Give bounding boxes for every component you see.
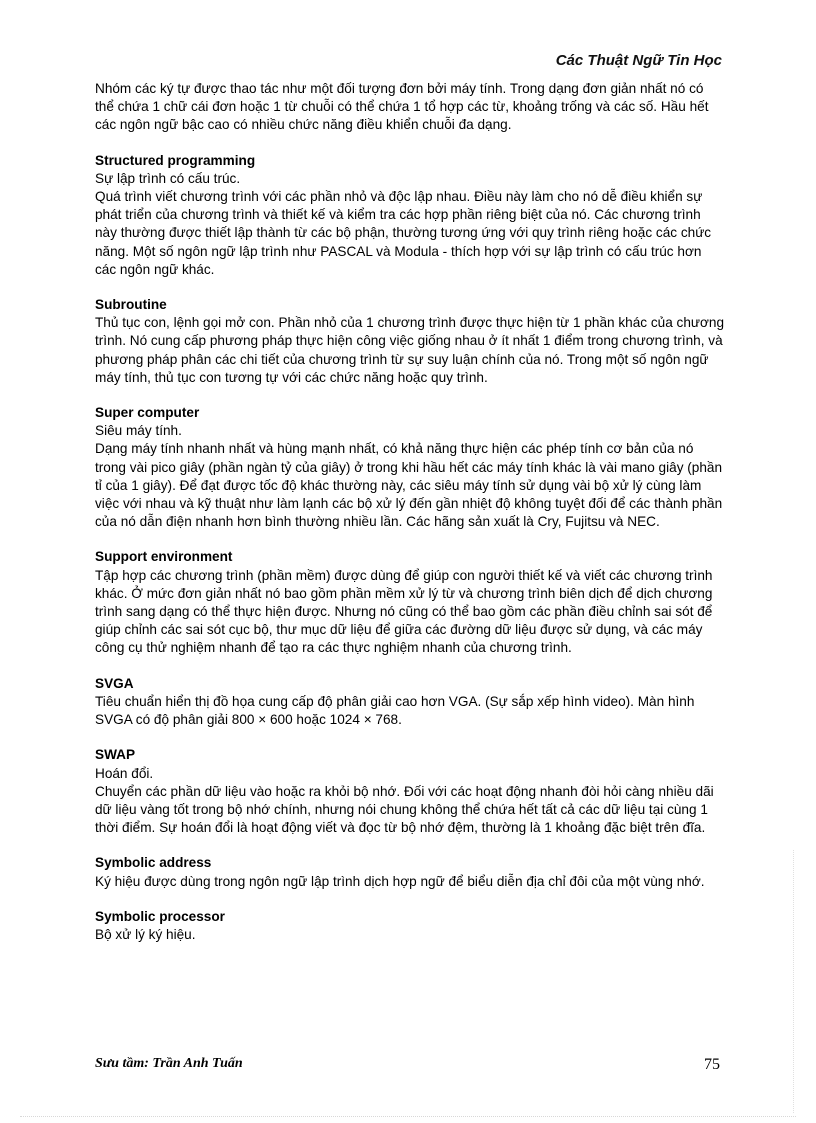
entry-term: Symbolic processor xyxy=(95,908,225,924)
dotted-border-bottom xyxy=(20,1116,796,1117)
footer-author: Sưu tầm: Trần Anh Tuấn xyxy=(95,1056,243,1071)
glossary-entry xyxy=(95,296,725,387)
dotted-border-right xyxy=(793,850,794,1113)
entry-term: SVGA xyxy=(95,675,134,691)
entry-term: SWAP xyxy=(95,747,136,763)
entry-term: Super computer xyxy=(95,405,200,421)
entry-translation: Hoán đổi. xyxy=(95,765,154,781)
entry-translation: Siêu máy tính. xyxy=(95,423,182,439)
page-header-title: Các Thuật Ngữ Tin Học xyxy=(555,52,722,69)
intro-paragraph: Nhóm các ký tự được thao tác như một đối tượng đơn bởi máy tính. Trong dạng đơn giản nhất nó có thể chứa 1 chữ cái đơn hoặc 1 từ chuỗi có thể chứa 1 tổ hợp các từ, khoảng trống và các số. Hầu hết các ngôn ngữ bậc cao có nhiều chức năng điều khiển chuỗi đa dạng. xyxy=(95,81,709,133)
glossary-entry xyxy=(95,404,725,531)
entry-term: Structured programming xyxy=(95,152,256,168)
entry-term: Support environment xyxy=(95,549,233,565)
glossary-content xyxy=(95,80,725,944)
entry-definition: Bộ xử lý ký hiệu. xyxy=(95,926,196,942)
glossary-entry xyxy=(95,746,725,837)
entry-definition: Chuyển các phần dữ liệu vào hoặc ra khỏi bộ nhớ. Đối với các hoạt động nhanh đòi hỏi càng nhiều dãi dữ liệu vàng tốt trong bộ nhớ chính, nhưng nói chung không thể chứa hết tất cả các dữ liệu tại cùng 1 thời điểm. Sự hoán đổi là hoạt động viết và đọc từ bộ nhớ đệm, thường là 1 khoảng đặc biệt trên đĩa. xyxy=(95,783,714,836)
entry-term: Symbolic address xyxy=(95,855,212,871)
entry-definition: Dạng máy tính nhanh nhất và hùng mạnh nhất, có khả năng thực hiện các phép tính cơ bản của nó trong vài pico giây (phần ngàn tỷ của giây) ở trong khi hầu hết các máy tính khác là vài mano giây (phần tỉ của 1 giây). Để đạt được tốc độ khác thường này, các siêu máy tính sử dụng vài bộ xử lý cùng làm việc với nhau và kỹ thuật như làm lạnh các bộ xử lý đến gần nhiệt độ không tuyệt đối để các thành phần của nó dẫn điện nhanh hơn bình thường nhiều lần. Các hãng sản xuất là Cry, Fujitsu và NEC. xyxy=(95,441,723,530)
glossary-entry xyxy=(95,908,725,944)
entry-definition: Ký hiệu được dùng trong ngôn ngữ lập trình dịch hợp ngữ để biểu diễn địa chỉ đôi của một vùng nhớ. xyxy=(95,873,705,889)
entry-definition: Tập hợp các chương trình (phần mềm) được dùng để giúp con người thiết kế và viết các chương trình khác. Ở mức đơn giản nhất nó bao gồm phần mềm xử lý từ và chương trình biên dịch để dịch chương trình sang dạng có thể thực hiện được. Nhưng nó cũng có thể bao gồm các phần điều chỉnh sai sót để giúp chỉnh các sai sót cục bộ, thư mục dữ liệu để giữa các đường dữ liệu được sử dụng, và các máy công cụ thử nghiệm nhanh để tạo ra các thực nghiệm nhanh của chương trình. xyxy=(95,567,713,656)
entry-translation: Sự lập trình có cấu trúc. xyxy=(95,170,241,186)
glossary-entry xyxy=(95,152,725,279)
entry-definition: Thủ tục con, lệnh gọi mở con. Phần nhỏ của 1 chương trình được thực hiện từ 1 phần khác của chương trình. Nó cung cấp phương pháp thực hiện công việc giống nhau ở ít nhất 1 điểm trong chương trình, và phương pháp phân các chi tiết của chương trình từ sự suy luận chính của nó. Trong một số ngôn ngữ máy tính, thủ tục con tương tự với các chức năng hoặc quy trình. xyxy=(95,315,725,385)
glossary-entry xyxy=(95,548,725,657)
page-number: 75 xyxy=(704,1056,720,1073)
glossary-entry xyxy=(95,675,725,730)
entry-definition: Quá trình viết chương trình với các phần nhỏ và độc lập nhau. Điều này làm cho nó dễ điều khiển sự phát triển của chương trình và thiết kế và kiểm tra các hợp phần riêng biệt của nó. Các chương trình này thường được thiết lập thành từ các bộ phận, thường tương ứng với quy trình riêng hoặc các chức năng. Một số ngôn ngữ lập trình như PASCAL và Modula - thích hợp với sự lập trình có cấu trúc hơn các ngôn ngữ khác. xyxy=(95,189,712,277)
entry-definition: Tiêu chuẩn hiển thị đồ họa cung cấp độ phân giải cao hơn VGA. (Sự sắp xếp hình video). Màn hình SVGA có độ phân giải 800 × 600 hoặc 1024 × 768. xyxy=(95,693,695,728)
entry-term: Subroutine xyxy=(95,297,167,313)
glossary-entry xyxy=(95,854,725,890)
